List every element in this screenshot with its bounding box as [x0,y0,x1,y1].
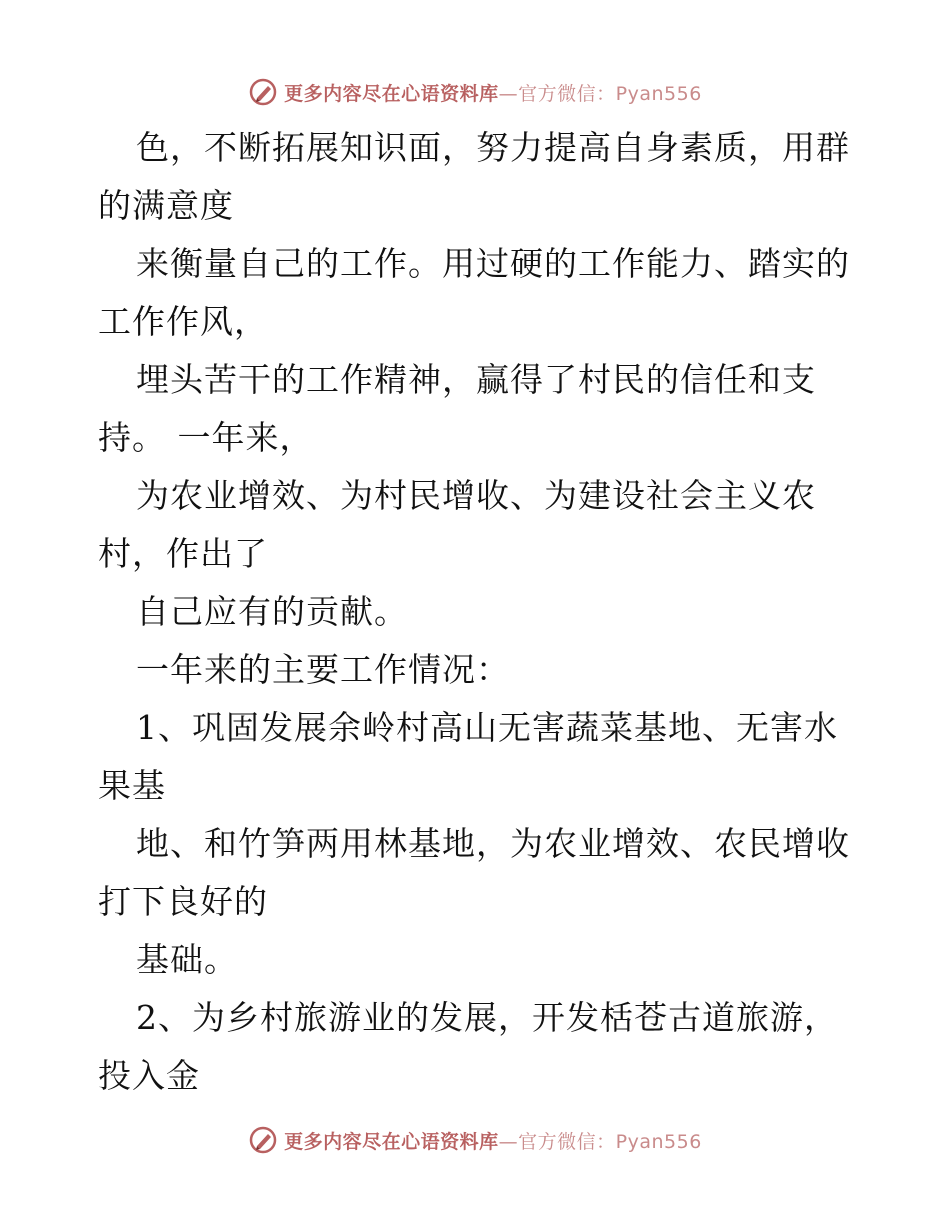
body-line: 埋头苦干的工作精神，赢得了村民的信任和支 [136,360,816,399]
body-line: 的满意度 [98,186,234,225]
body-line: 果基 [98,766,166,805]
body-line: 工作作风， [98,302,268,341]
footer-contact: —官方微信：Pyan556 [498,1130,702,1153]
footer-banner-text [284,1127,702,1154]
body-line: 2、为乡村旅游业的发展，开发栝苍古道旅游， [136,998,838,1037]
body-line: 来衡量自己的工作。用过硬的工作能力、踏实的 [136,244,850,283]
body-line: 持。 一年来， [98,418,314,457]
body-line: 一年来的主要工作情况： [136,650,510,689]
body-line: 投入金 [98,1056,200,1095]
footer-brand: 更多内容尽在心语资料库 [284,1130,499,1153]
header-banner-text [284,79,702,106]
pen-logo-icon [248,77,278,107]
body-line: 色，不断拓展知识面，努力提高自身素质，用群 [136,128,850,167]
header-banner [0,72,950,112]
body-line: 1、巩固发展余岭村高山无害蔬菜基地、无害水 [136,708,838,747]
pen-logo-icon [248,1125,278,1155]
header-contact: —官方微信：Pyan556 [498,82,702,105]
body-line: 基础。 [136,940,238,979]
body-line: 打下良好的 [98,882,268,921]
body-line: 村，作出了 [98,534,268,573]
footer-banner [0,1120,950,1160]
body-line: 自己应有的贡献。 [136,592,408,631]
body-line: 地、和竹笋两用林基地，为农业增效、农民增收 [136,824,850,863]
header-brand: 更多内容尽在心语资料库 [284,82,499,105]
body-line: 为农业增效、为村民增收、为建设社会主义农 [136,476,816,515]
